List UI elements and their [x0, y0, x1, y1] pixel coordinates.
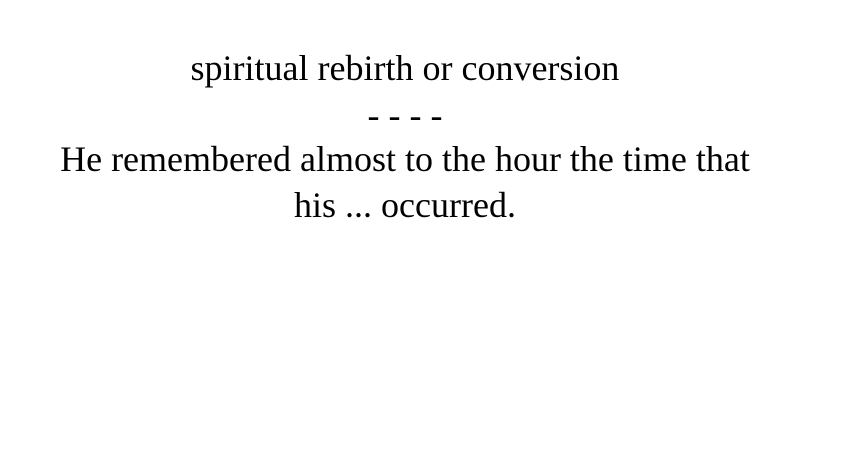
- separator: - - - -: [367, 95, 443, 135]
- example-sentence: He remembered almost to the hour the time that his ... occurred.: [60, 139, 750, 225]
- definition-text: spiritual rebirth or conversion: [190, 48, 620, 88]
